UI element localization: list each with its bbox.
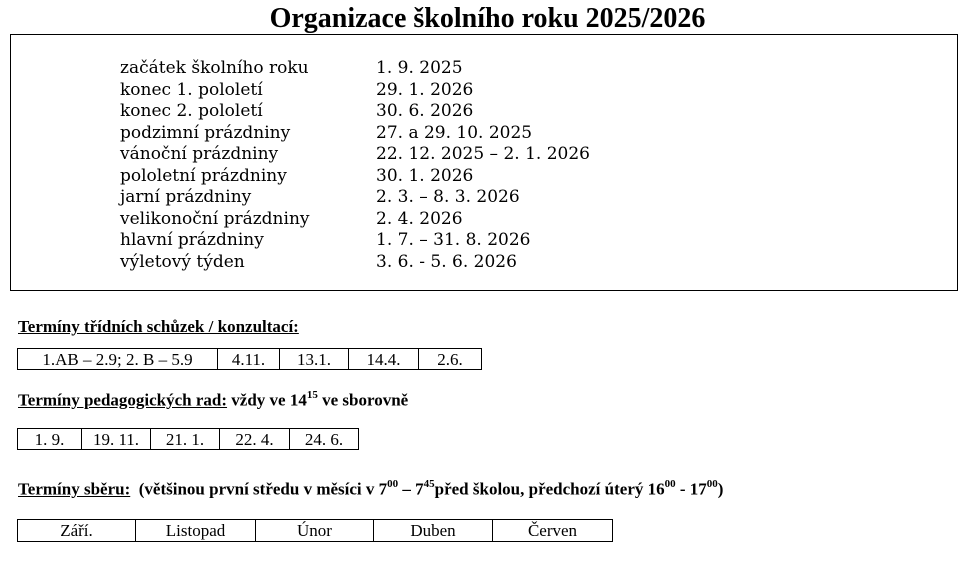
meeting-date-cell: 4.11. bbox=[218, 349, 280, 370]
schedule-label: podzimní prázdniny bbox=[120, 122, 291, 143]
collection-note: (většinou první středu v měsíci v 7 bbox=[130, 479, 388, 499]
collection-table bbox=[17, 519, 613, 542]
schedule-label: výletový týden bbox=[120, 251, 245, 272]
schedule-value: 27. a 29. 10. 2025 bbox=[376, 122, 533, 143]
meeting-date-cell: 13.1. bbox=[280, 349, 349, 370]
councils-heading-text: Termíny pedagogických rad: bbox=[18, 390, 228, 410]
schedule-label: hlavní prázdniny bbox=[120, 230, 264, 250]
page-title: Organizace školního roku 2025/2026 bbox=[269, 3, 706, 34]
collection-month-cell: Červen bbox=[493, 520, 613, 542]
schedule-label: konec 1. pololetí bbox=[120, 79, 263, 100]
schedule-value: 1. 7. – 31. 8. 2026 bbox=[376, 230, 531, 250]
collection-note-sup: 00 bbox=[706, 478, 718, 490]
councils-note-end: ve sborovně bbox=[317, 390, 409, 410]
collection-month-cell: Listopad bbox=[136, 520, 256, 542]
schedule-label: vánoční prázdniny bbox=[120, 144, 279, 164]
schedule-value: 22. 12. 2025 – 2. 1. 2026 bbox=[376, 144, 590, 164]
schedule-value: 1. 9. 2025 bbox=[376, 58, 463, 78]
collection-heading bbox=[18, 475, 723, 500]
councils-heading bbox=[18, 386, 408, 411]
collection-note: - 17 bbox=[675, 479, 707, 499]
collection-month-cell: Duben bbox=[374, 520, 493, 542]
council-date-cell: 19. 11. bbox=[82, 429, 151, 450]
schedule-label: velikonoční prázdniny bbox=[120, 208, 310, 229]
collection-note: před školou, předchozí úterý 16 bbox=[434, 479, 665, 499]
collection-note-sup: 00 bbox=[387, 478, 399, 490]
schedule-value: 29. 1. 2026 bbox=[376, 79, 474, 100]
collection-heading-text: Termíny sběru: bbox=[18, 479, 131, 499]
councils-note: vždy ve 14 bbox=[227, 390, 307, 410]
schedule-value: 30. 1. 2026 bbox=[376, 165, 474, 186]
meeting-date-cell: 1.AB – 2.9; 2. B – 5.9 bbox=[18, 349, 218, 370]
council-date-cell: 21. 1. bbox=[151, 429, 220, 450]
collection-month-cell: Únor bbox=[256, 520, 374, 542]
schedule-label: začátek školního roku bbox=[120, 58, 309, 78]
collection-note-sup: 45 bbox=[423, 478, 435, 490]
collection-month-cell: Září. bbox=[18, 520, 136, 542]
schedule-value: 3. 6. - 5. 6. 2026 bbox=[376, 251, 517, 272]
schedule-label: konec 2. pololetí bbox=[120, 101, 263, 121]
meeting-date-cell: 2.6. bbox=[419, 349, 482, 370]
schedule-value: 30. 6. 2026 bbox=[376, 101, 474, 121]
meetings-heading-text: Termíny třídních schůzek / konzultací: bbox=[18, 317, 299, 336]
schedule-value: 2. 3. – 8. 3. 2026 bbox=[376, 187, 520, 207]
schedule-label: pololetní prázdniny bbox=[120, 165, 287, 186]
council-date-cell: 24. 6. bbox=[290, 429, 359, 450]
meetings-table bbox=[17, 348, 482, 370]
collection-note: – 7 bbox=[398, 479, 424, 499]
meeting-date-cell: 14.4. bbox=[349, 349, 419, 370]
collection-note: ) bbox=[717, 479, 724, 499]
councils-note-sup: 15 bbox=[306, 389, 318, 401]
collection-note-sup: 00 bbox=[664, 478, 676, 490]
schedule-label: jarní prázdniny bbox=[120, 187, 252, 207]
council-date-cell: 22. 4. bbox=[220, 429, 290, 450]
councils-table bbox=[17, 428, 359, 450]
schedule-value: 2. 4. 2026 bbox=[376, 208, 463, 229]
meetings-heading bbox=[18, 317, 299, 337]
council-date-cell: 1. 9. bbox=[18, 429, 82, 450]
